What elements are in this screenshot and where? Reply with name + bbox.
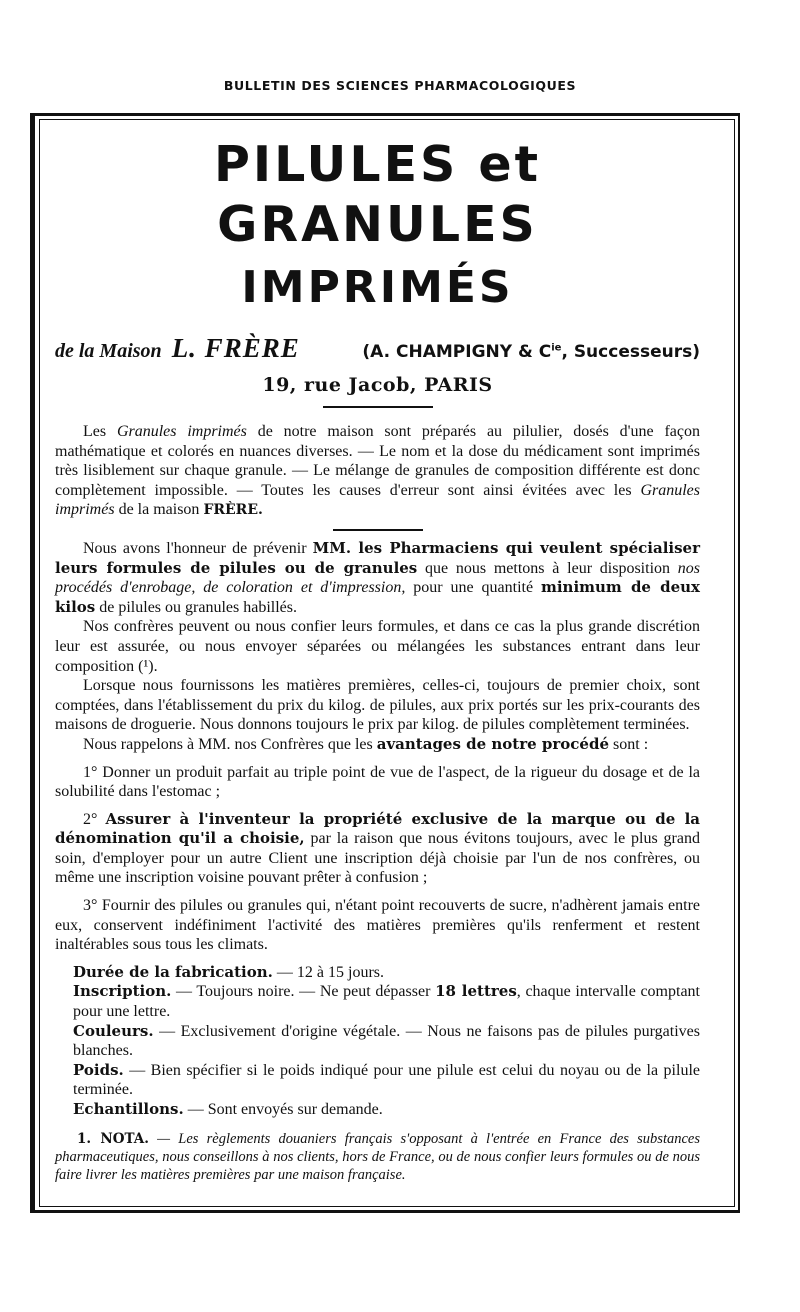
- body-bold: Assurer à l'inventeur la propriété exclusive de la marque ou de la dénomination qu'il a choisie,: [55, 809, 700, 848]
- title-line-1: PILULES et GRANULES: [213, 136, 542, 253]
- successors-close: , Successeurs): [561, 342, 700, 362]
- advantage-1: 1° Donner un produit parfait au triple point de vue de l'aspect, de la rigueur du dosage et de la solubilité dans l'estomac ;: [55, 763, 700, 801]
- maker-name: L. FRÈRE: [171, 333, 300, 363]
- title-line-2: IMPRIMÉS: [241, 262, 514, 313]
- body-paragraph: [55, 539, 700, 617]
- term-text: — 12 à 15 jours.: [272, 963, 385, 981]
- body-text: Nous avons l'honneur de prévenir: [83, 539, 313, 557]
- term-duree: [55, 963, 700, 983]
- term-label: Echantillons.: [73, 1100, 184, 1118]
- maker-prefix: de la Maison: [55, 340, 162, 362]
- address: 19, rue Jacob, PARIS: [262, 374, 493, 396]
- body-text: 2°: [83, 810, 106, 828]
- term-couleurs: [55, 1022, 700, 1061]
- successors-open: (A. CHAMPIGNY & C: [362, 342, 552, 362]
- maker-successors: [362, 342, 700, 362]
- footnote-label: 1. NOTA.: [77, 1130, 149, 1147]
- running-head: BULLETIN DES SCIENCES PHARMACOLOGIQUES: [223, 78, 577, 93]
- term-label: Poids.: [73, 1060, 124, 1079]
- term-label: Couleurs.: [73, 1021, 154, 1040]
- term-text: — Sont envoyés sur demande.: [183, 1101, 383, 1118]
- advantage-3: 3° Fournir des pilules ou granules qui, n'étant point recouverts de sucre, n'adhèrent jamais entre eux, conservent indéfiniment l'activité des matières premières qu'ils renferment et restent inaltérables sous tous les climats.: [55, 897, 700, 954]
- term-bold: 18 lettres: [435, 982, 517, 1001]
- maker-prefix-group: [55, 333, 300, 364]
- divider-rule: [323, 406, 433, 408]
- term-text: — Bien spécifier si le poids indiqué pour une pilule est celui du noyau ou de la pilule terminée.: [73, 1061, 700, 1099]
- maker-line: [55, 333, 700, 364]
- body-bold: MM. les Pharmaciens qui veulent spécialiser leurs formules de pilules ou de granules: [55, 538, 700, 577]
- term-label: Inscription.: [73, 982, 172, 1001]
- intro-text: de notre maison sont préparés au pilulier, dosés d'une façon mathématique et colorés en nuances diverses. — Le nom et la dose du médicament sont imprimés très lisiblement sur chaque granule. — Le mélange de granules de composition différente est donc complètement impossible. — Toutes les causes d'erreur sont ainsi évitées avec les: [55, 423, 701, 499]
- term-poids: [55, 1061, 700, 1100]
- term-inscription: [55, 982, 700, 1021]
- term-echantillons: [55, 1100, 700, 1120]
- body-text: pour une quantité: [405, 579, 541, 597]
- intro-emph: Granules imprimés: [116, 423, 247, 440]
- terms-list: [55, 963, 700, 1120]
- intro-emph: Granules imprimés: [55, 481, 700, 519]
- body-bold: minimum de deux kilos: [55, 578, 700, 616]
- body-paragraph: [55, 735, 700, 755]
- term-label: Durée de la fabrication.: [73, 962, 273, 981]
- body-paragraph: Nos confrères peuvent ou nous confier leurs formules, et dans ce cas la plus grande discrétion leur est assurée, ou nous envoyer séparées ou mélangées les substances entrant dans leur composition (¹).: [55, 618, 700, 675]
- intro-paragraph: [55, 422, 700, 521]
- body-text: de pilules ou granules habillés.: [95, 598, 297, 616]
- advertisement-content: [55, 135, 700, 1198]
- successors-sup: ie: [551, 342, 562, 354]
- divider-rule: [333, 529, 423, 531]
- body-text: que nous mettons à leur disposition: [417, 559, 678, 577]
- advantage-2: [55, 810, 700, 888]
- intro-text: Les: [83, 423, 117, 440]
- body-text: sont :: [609, 735, 649, 753]
- intro-brand: FRÈRE.: [203, 502, 263, 519]
- body-text: par la raison que nous évitons toujours, avec le plus grand soin, d'employer pour un autre Client une inscription déjà choisie par l'un de nos confrères, ou même une inscription voisine pouvant prêter à confusion ;: [55, 830, 700, 887]
- body-bold: avantages de notre procédé: [376, 734, 610, 753]
- term-text: — Exclusivement d'origine végétale. — Nous ne faisons pas de pilules purgatives blanches.: [73, 1022, 700, 1060]
- term-text: , chaque intervalle comptant pour une lettre.: [73, 983, 700, 1021]
- term-text: — Toujours noire. — Ne peut dépasser: [171, 983, 436, 1001]
- footnote-text: — Les règlements douaniers français s'opposant à l'entrée en France des substances pharmaceutiques, nous conseillons à nos clients, hors de France, ou de nous confier leurs formules ou de nous faire livrer les matières premières par une maison française.: [55, 1130, 700, 1183]
- intro-text: de la maison: [114, 501, 204, 519]
- footnote: [55, 1130, 700, 1184]
- body-emph: nos procédés d'enrobage, de coloration et d'impression,: [55, 559, 701, 597]
- body-text: Nous rappelons à MM. nos Confrères que les: [83, 735, 377, 753]
- body-paragraph: Lorsque nous fournissons les matières premières, celles-ci, toujours de premier choix, sont comptées, dans l'établissement du prix du kilog. de pilules, aux prix portés sur les prix-courants des maisons de droguerie. Nous donnons toujours le prix par kilog. de pilules complètement terminées.: [55, 677, 700, 734]
